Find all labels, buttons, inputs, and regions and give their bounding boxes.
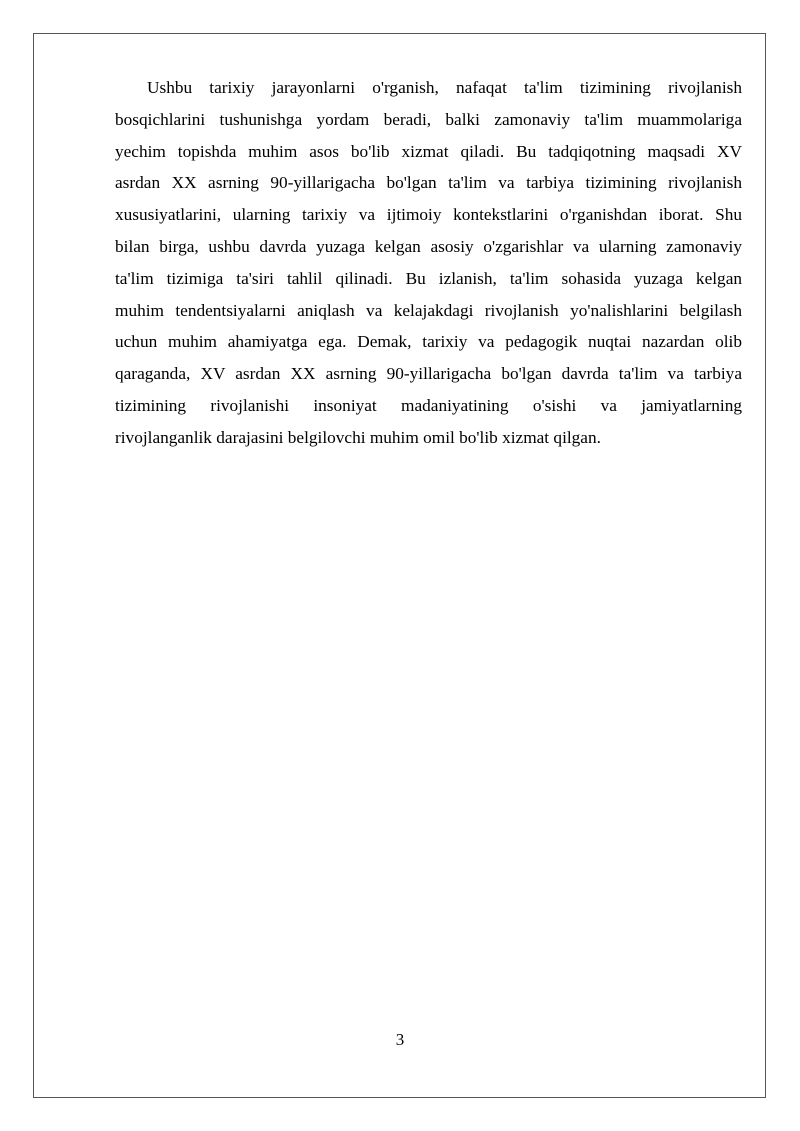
page-number: 3 — [395, 1030, 405, 1049]
paragraph-line: qaraganda, XV asrdan XX asrning 90-yillarigacha bo'lgan davrda ta'lim va tarbiya — [115, 364, 742, 384]
paragraph-line: asrdan XX asrning 90-yillarigacha bo'lgan ta'lim va tarbiya tizimining rivojlanish — [115, 173, 742, 193]
paragraph-line: muhim tendentsiyalarni aniqlash va kelajakdagi rivojlanish yo'nalishlarini belgilash — [115, 300, 742, 320]
paragraph-line: uchun muhim ahamiyatga ega. Demak, tarixiy va pedagogik nuqtai nazardan olib — [115, 332, 742, 352]
paragraph-line: bosqichlarini tushunishga yordam beradi, balki zamonaviy ta'lim muammolariga — [115, 109, 742, 129]
paragraph-line: Ushbu tarixiy jarayonlarni o'rganish, nafaqat ta'lim tizimining rivojlanish — [147, 78, 742, 97]
paragraph-line: xususiyatlarini, ularning tarixiy va ijtimoiy kontekstlarini o'rganishdan iborat. Shu — [115, 205, 742, 225]
paragraph-line: tizimining rivojlanishi insoniyat madaniyatining o'sishi va jamiyatlarning — [115, 395, 742, 415]
paragraph-line: yechim topishda muhim asos bo'lib xizmat qiladi. Bu tadqiqotning maqsadi XV — [115, 141, 742, 161]
paragraph-line: rivojlanganlik darajasini belgilovchi muhim omil bo'lib xizmat qilgan. — [115, 427, 601, 447]
paragraph-line: bilan birga, ushbu davrda yuzaga kelgan asosiy o'zgarishlar va ularning zamonaviy — [115, 236, 742, 256]
paragraph-line: ta'lim tizimiga ta'siri tahlil qilinadi. Bu izlanish, ta'lim sohasida yuzaga kelgan — [115, 268, 742, 288]
body-paragraph — [115, 72, 742, 454]
